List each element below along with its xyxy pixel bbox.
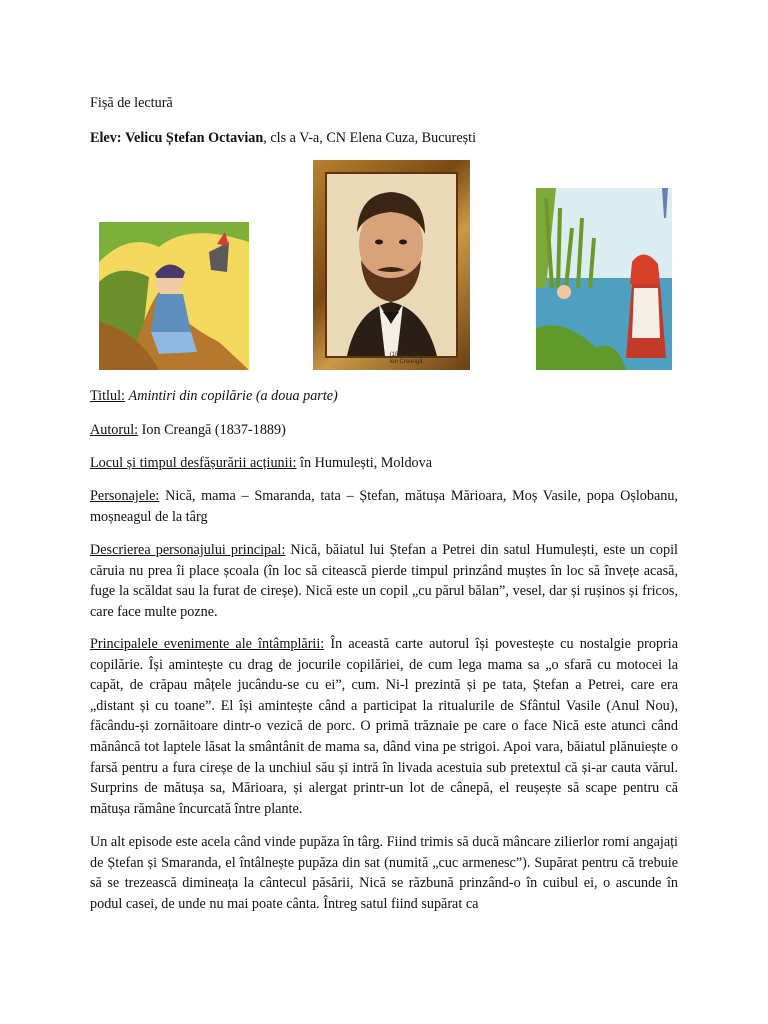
title-field xyxy=(90,386,338,406)
characters-field xyxy=(90,486,678,527)
place-time-label: Locul și timpul desfășurării acțiunii: xyxy=(90,455,297,471)
student-name: Velicu Ștefan Octavian xyxy=(125,130,264,146)
place-time-value: în Humulești, Moldova xyxy=(300,455,433,471)
student-label: Elev: xyxy=(90,130,122,146)
portrait-years: (1837-1889) xyxy=(389,352,423,358)
portrait-name: Ion Creangă xyxy=(389,359,423,365)
title-label: Titlul: xyxy=(90,388,125,404)
place-time-field xyxy=(90,453,432,473)
author-field xyxy=(90,420,286,440)
author-value: Ion Creangă (1837-1889) xyxy=(141,422,286,438)
episode-paragraph: Un alt episode este acela când vinde pupăza în târg. Fiind trimis să ducă mâncare zilierlor romi angajați de Ștefan și Smaranda, el întâlnește pupăza din sat (numită „cuc armenesc”). Supărat pentru că trebuie să se trezească dimineața la cântecul păsării, Nică se răzbună prinzând-o în cuibul ei, o ascunde în podul casei, de unde nu mai poate cânta. Întreg satul fiind supărat ca xyxy=(90,834,678,912)
student-line xyxy=(90,128,476,148)
description-field xyxy=(90,540,678,622)
events-field xyxy=(90,634,678,819)
characters-value: Nică, mama – Smaranda, tata – Ștefan, mătușa Mărioara, Moș Vasile, popa Oșlobanu, moșneagul de la târg xyxy=(90,488,678,525)
title-value: Amintiri din copilărie (a doua parte) xyxy=(128,388,338,404)
portrait-plaque xyxy=(382,352,430,366)
characters-label: Personajele: xyxy=(90,488,160,504)
events-label: Principalele evenimente ale întâmplării: xyxy=(90,636,325,652)
student-details: , cls a V-a, CN Elena Cuza, București xyxy=(263,130,477,146)
portrait-canvas xyxy=(325,172,458,365)
portrait-ion-creanga xyxy=(313,160,470,370)
author-label: Autorul: xyxy=(90,422,139,438)
description-value: Nică, băiatul lui Ștefan a Petrei din satul Humulești, este un copil căruia nu prea îi place școala (în loc să citească pierde timpul prinzând muștes în loc să învețe acasă, fuge la scăldat sau la furat de cireșe). Nică este un copil „cu părul bălan”, vesel, dar și rușinos și fricos, care face multe pozne. xyxy=(90,542,678,620)
illustration-boy-in-tree xyxy=(99,222,249,370)
illustration-bathing-scene xyxy=(536,188,672,370)
events-value: În această carte autorul își povestește cu nostalgie propria copilărie. Își amintește cu drag de jocurile copilăriei, de cum lega mama sa „o sfară cu motocei la capăt, de crăpau mâțele jucându-se cu ei”, cum. Ni-l prezintă și pe tata, Ștefan a Petrei, care era „distant și cu toane”. El își amintește când a participat la ritualurile de Sfântul Vasile (Anul Nou), făcându-și zornăitoare dintr-o vezică de porc. O primă trăznaie pe care o face Nică este atunci când mănâncă tot laptele lăsat la smântânit de mama sa, dând vina pe strigoi. Apoi vara, băiatul plănuiește o farsă pentru a fura cireșe de la unchiul său și intră în livada acestuia sub pretextul că și-ar cauta vărul. Surprins de mătușa sa, Mărioara, și alergat printr-un lot de cânepă, el reușește să scape pentru că mătușa rămâne încurcată între plante. xyxy=(90,636,679,817)
sheet-title: Fișă de lectură xyxy=(90,95,173,111)
description-label: Descrierea personajului principal: xyxy=(90,542,286,558)
